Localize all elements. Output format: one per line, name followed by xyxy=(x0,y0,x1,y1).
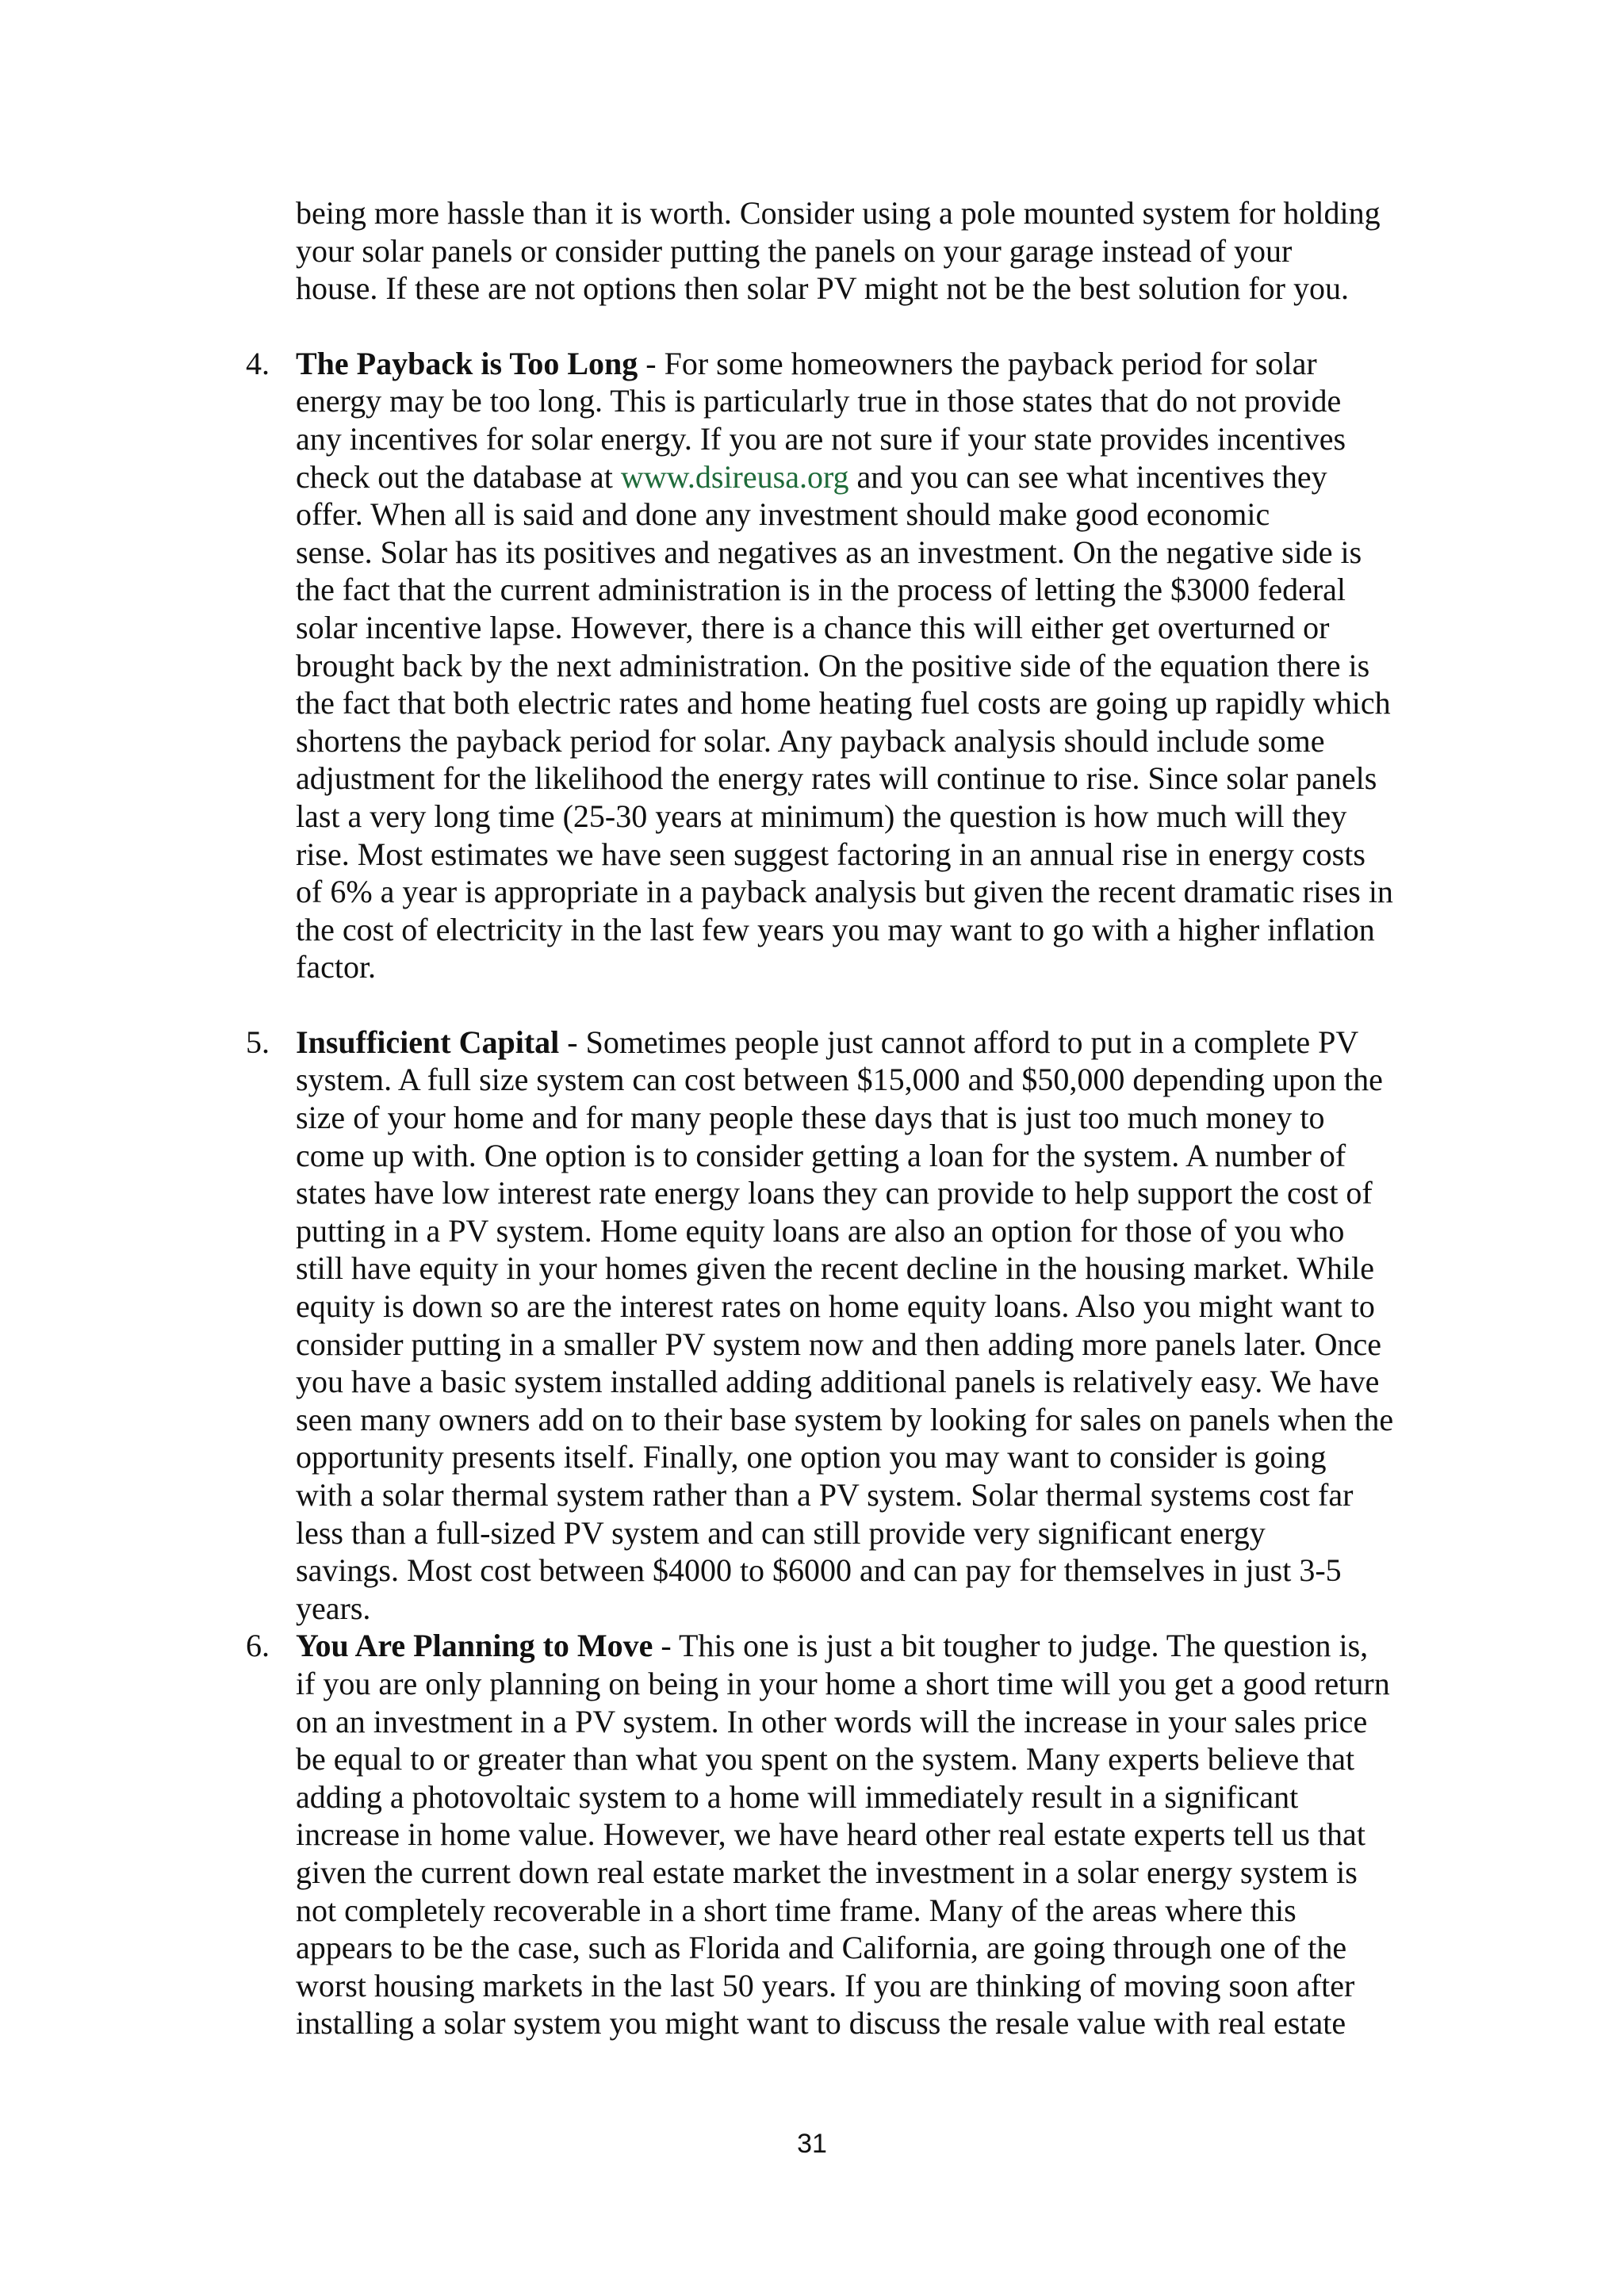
text-line xyxy=(296,684,1435,722)
text-line xyxy=(296,1816,1435,1854)
list-item xyxy=(246,345,1435,986)
text-line xyxy=(296,1514,1435,1552)
text-segment: consider putting in a smaller PV system now and then adding more panels later. Once xyxy=(296,1326,1381,1362)
text-segment: adding a photovoltaic system to a home will immediately result in a significant xyxy=(296,1778,1299,1815)
text-line xyxy=(296,1401,1435,1439)
text-segment: you have a basic system installed adding additional panels is relatively easy. We have xyxy=(296,1364,1380,1400)
text-segment: still have equity in your homes given the recent decline in the housing market. While xyxy=(296,1250,1375,1287)
text-segment: sense. Solar has its positives and negatives as an investment. On the negative side is xyxy=(296,534,1362,570)
text-segment: less than a full-sized PV system and can still provide very significant energy xyxy=(296,1514,1266,1551)
text-segment: appears to be the case, such as Florida and California, are going through one of the xyxy=(296,1930,1347,1966)
text-segment: increase in home value. However, we have heard other real estate experts tell us that xyxy=(296,1816,1365,1853)
text-segment: states have low interest rate energy loans they can provide to help support the cost of xyxy=(296,1175,1373,1211)
text-line xyxy=(296,760,1435,798)
text-segment: equity is down so are the interest rates on home equity loans. Also you might want to xyxy=(296,1288,1375,1325)
text-segment: the fact that the current administration is in the process of letting the $3000 federal xyxy=(296,572,1346,608)
text-line: your solar panels or consider putting the panels on your garage instead of your xyxy=(296,232,1293,269)
text-segment: with a solar thermal system rather than a PV system. Solar thermal systems cost far xyxy=(296,1477,1354,1513)
dsireusa-link[interactable]: www.dsireusa.org xyxy=(620,458,849,495)
page-body xyxy=(246,194,1435,2042)
text-line xyxy=(296,609,1435,647)
text-line xyxy=(296,2004,1435,2042)
text-segment: savings. Most cost between $4000 to $6000 and can pay for themselves in just 3-5 xyxy=(296,1552,1342,1589)
text-segment: rise. Most estimates we have seen suggest factoring in an annual rise in energy costs xyxy=(296,836,1365,872)
text-line xyxy=(296,1288,1435,1326)
text-segment: energy may be too long. This is particularly true in those states that do not provide xyxy=(296,383,1342,419)
text-line xyxy=(296,836,1435,874)
text-line xyxy=(296,496,1435,534)
text-segment: worst housing markets in the last 50 years. If you are thinking of moving soon after xyxy=(296,1967,1355,2003)
item-heading: Insufficient Capital xyxy=(296,1024,560,1060)
text-line xyxy=(296,1024,1435,1062)
text-line xyxy=(296,948,1435,986)
item-heading: The Payback is Too Long xyxy=(296,345,638,381)
text-line xyxy=(296,1552,1435,1590)
list-number: 4. xyxy=(246,345,270,381)
text-line xyxy=(296,1854,1435,1892)
page-number: 31 xyxy=(797,2129,827,2159)
text-line xyxy=(296,1665,1435,1703)
text-segment: not completely recoverable in a short time frame. Many of the areas where this xyxy=(296,1892,1297,1928)
list-number: 6. xyxy=(246,1628,270,1664)
text-segment: given the current down real estate market the investment in a solar energy system is xyxy=(296,1854,1358,1890)
text-line xyxy=(296,571,1435,609)
text-line xyxy=(296,345,1435,383)
text-segment: seen many owners add on to their base system by looking for sales on panels when the xyxy=(296,1401,1394,1437)
text-line xyxy=(296,458,1435,496)
text-segment: system. A full size system can cost between $15,000 and $50,000 depending upon the xyxy=(296,1062,1383,1098)
text-line: being more hassle than it is worth. Consider using a pole mounted system for holding xyxy=(296,195,1381,231)
text-line xyxy=(296,1212,1435,1250)
text-line xyxy=(296,1326,1435,1364)
list-number: 5. xyxy=(246,1024,270,1060)
text-segment: any incentives for solar energy. If you are not sure if your state provides incentives xyxy=(296,420,1346,457)
text-line xyxy=(296,722,1435,760)
text-line xyxy=(296,1174,1435,1212)
text-line xyxy=(296,1099,1435,1137)
text-line xyxy=(296,1061,1435,1099)
numbered-list xyxy=(246,345,1435,2042)
text-segment: solar incentive lapse. However, there is a chance this will either get overturned or xyxy=(296,609,1330,645)
text-segment: adjustment for the likelihood the energy rates will continue to rise. Since solar panels xyxy=(296,760,1377,797)
text-line xyxy=(296,1929,1435,1967)
text-line xyxy=(296,382,1435,420)
text-segment: on an investment in a PV system. In other words will the increase in your sales price xyxy=(296,1703,1368,1739)
text-segment: offer. When all is said and done any investment should make good economic xyxy=(296,496,1270,533)
text-line xyxy=(296,1967,1435,2005)
text-segment: of 6% a year is appropriate in a payback analysis but given the recent dramatic rises in xyxy=(296,874,1393,910)
text-segment: opportunity presents itself. Finally, one option you may want to consider is going xyxy=(296,1439,1327,1475)
text-segment: come up with. One option is to consider getting a loan for the system. A number of xyxy=(296,1137,1346,1173)
text-line xyxy=(296,911,1435,949)
text-segment: the fact that both electric rates and home heating fuel costs are going up rapidly which xyxy=(296,685,1391,721)
list-item xyxy=(246,1627,1435,2042)
text-segment: factor. xyxy=(296,949,377,985)
text-line xyxy=(296,798,1435,836)
text-line xyxy=(296,1438,1435,1476)
text-line xyxy=(296,1892,1435,1930)
text-line xyxy=(296,1590,1435,1628)
text-line xyxy=(296,1740,1435,1778)
text-line xyxy=(296,647,1435,685)
text-line: house. If these are not options then solar PV might not be the best solution for you. xyxy=(296,270,1349,307)
text-line xyxy=(296,1249,1435,1288)
text-segment: check out the database at xyxy=(296,458,621,495)
text-line xyxy=(296,1778,1435,1816)
text-segment: putting in a PV system. Home equity loans are also an option for those of you who xyxy=(296,1212,1345,1249)
text-line xyxy=(296,420,1435,458)
text-segment: if you are only planning on being in your home a short time will you get a good return xyxy=(296,1665,1390,1701)
text-segment: brought back by the next administration. On the positive side of the equation there is xyxy=(296,647,1370,683)
text-segment: - For some homeowners the payback period for solar xyxy=(638,345,1317,381)
text-segment: and you can see what incentives they xyxy=(848,458,1327,495)
text-segment: the cost of electricity in the last few years you may want to go with a higher inflation xyxy=(296,911,1375,947)
text-segment: - This one is just a bit tougher to judge. The question is, xyxy=(653,1628,1369,1664)
text-segment: shortens the payback period for solar. Any payback analysis should include some xyxy=(296,722,1325,759)
continuation-paragraph xyxy=(296,194,1435,308)
text-line xyxy=(296,1703,1435,1741)
text-line xyxy=(296,534,1435,572)
text-line xyxy=(296,1476,1435,1514)
text-segment: size of your home and for many people these days that is just too much money to xyxy=(296,1100,1325,1136)
text-line xyxy=(296,873,1435,911)
text-segment: last a very long time (25-30 years at minimum) the question is how much will they xyxy=(296,798,1347,834)
text-line xyxy=(296,1627,1435,1665)
text-segment: be equal to or greater than what you spent on the system. Many experts believe that xyxy=(296,1741,1355,1777)
text-segment: installing a solar system you might want to discuss the resale value with real estate xyxy=(296,2005,1346,2042)
text-segment: years. xyxy=(296,1590,371,1626)
text-line xyxy=(296,1363,1435,1401)
text-segment: - Sometimes people just cannot afford to put in a complete PV xyxy=(559,1024,1359,1060)
text-line xyxy=(296,1137,1435,1175)
item-heading: You Are Planning to Move xyxy=(296,1628,653,1664)
list-item xyxy=(246,1024,1435,1628)
